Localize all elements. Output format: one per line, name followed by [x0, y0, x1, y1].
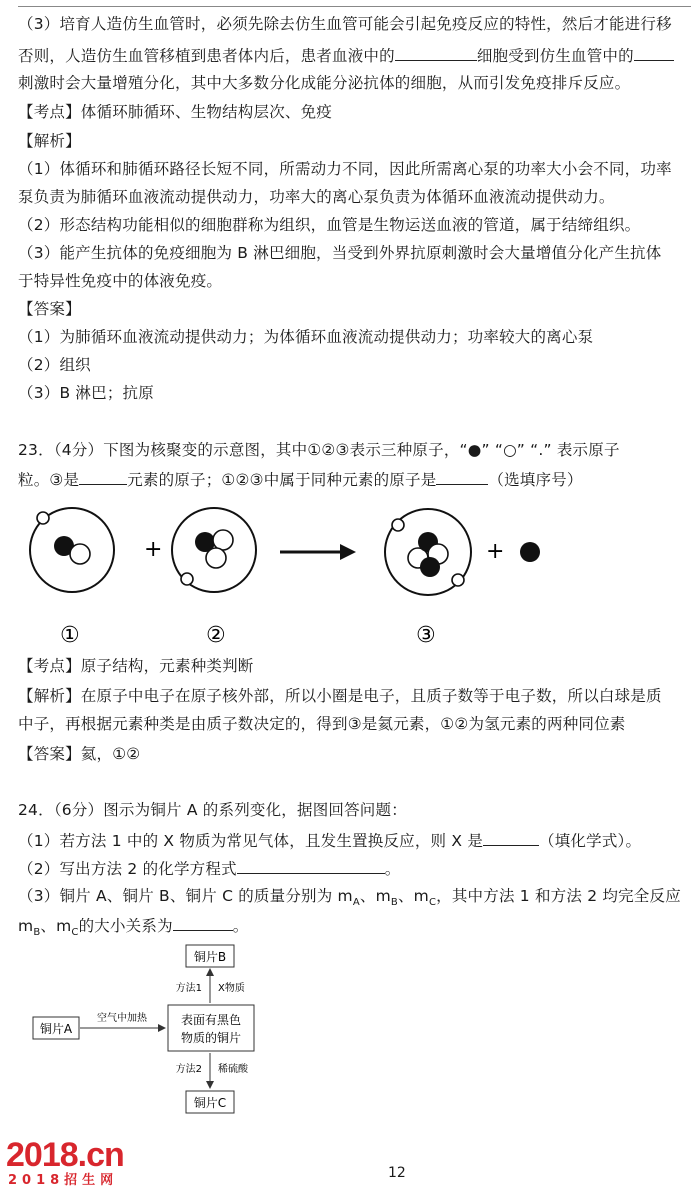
- blank-equation[interactable]: [237, 857, 385, 874]
- q22-part3-line3: 刺激时会大量增殖分化，其中大多数分化成能分泌抗体的细胞，从而引发免疫排斥反应。: [18, 74, 631, 92]
- q22-kaodian: 【考点】体循环肺循环、生物结构层次、免疫: [18, 103, 333, 121]
- q23-daan: 【答案】氦，①②: [18, 745, 141, 763]
- q24-p3-mid1: 、m: [359, 887, 391, 905]
- site-logo[interactable]: [6, 1135, 166, 1195]
- plus-sign-2: +: [486, 539, 505, 564]
- page-number: 12: [388, 1165, 406, 1181]
- q24-p3: [18, 886, 691, 913]
- label-x-substance: X物质: [218, 983, 245, 994]
- atom-1: [30, 508, 114, 592]
- neutron-icon: [206, 548, 226, 568]
- label-method2: 方法2: [175, 1064, 202, 1075]
- q22-part3-line1: （3）培育人造仿生血管时，必须先除去仿生血管可能会引起免疫反应的特性，然后才能进行移: [18, 15, 672, 33]
- q22-jiexi-label: 【解析】: [18, 132, 81, 150]
- q24-p4a: m: [18, 917, 34, 935]
- q22-daan-label: 【答案】: [18, 300, 81, 318]
- q24-p4-sub-b: B: [33, 927, 41, 939]
- q24-p1: [18, 829, 691, 851]
- q23-stem-b1: 粒。③是: [18, 471, 80, 489]
- arrowhead-down-icon: [206, 1081, 214, 1089]
- top-rule: [18, 6, 691, 7]
- q24-sub-c: C: [428, 897, 437, 909]
- electron-icon: [37, 512, 49, 524]
- q23-jiexi-b: 中子，再根据元素种类是由质子数决定的，得到③是氦元素，①②为氢元素的两种同位素: [18, 715, 626, 733]
- arrowhead-up-icon: [206, 968, 214, 976]
- q22-jiexi-3a: （3）能产生抗体的免疫细胞为 B 淋巴细胞，当受到外界抗原刺激时会大量增值分化产生抗体: [18, 244, 662, 262]
- plus-sign-1: +: [144, 537, 163, 562]
- q22-jiexi-3b: 于特异性免疫中的体液免疫。: [18, 272, 223, 290]
- q23-stem-b2: 元素的原子；①②③中属于同种元素的原子是: [127, 471, 437, 489]
- label-center-line2: 物质的铜片: [180, 1031, 242, 1045]
- label-method1: 方法1: [175, 983, 202, 994]
- q22-part3-line2a: 否则，人造仿生血管移植到患者体内后，患者血液中的: [18, 47, 395, 65]
- q22-daan-3: （3）B 淋巴；抗原: [18, 384, 154, 402]
- logo-sub-text: 2018招生网: [8, 1173, 119, 1188]
- arrowhead-right-icon: [158, 1024, 166, 1032]
- q22-jiexi-2: （2）形态结构功能相似的细胞群称为组织，血管是生物运送血液的管道，属于结缔组织。: [18, 216, 641, 234]
- q24-p2a: （2）写出方法 2 的化学方程式: [18, 860, 237, 878]
- q24-p4c: 。: [232, 917, 249, 935]
- q24-p3a: （3）铜片 A、铜片 B、铜片 C 的质量分别为 m: [18, 887, 353, 905]
- q24-sub-b: B: [390, 897, 398, 909]
- q23-stem-b3: （选填序号）: [488, 471, 583, 489]
- neutron-icon: [213, 530, 233, 550]
- q24-p1b: （填化学式）。: [539, 832, 642, 850]
- blank-same-element[interactable]: [436, 468, 488, 485]
- q23-stem-b: [18, 468, 691, 490]
- q24-p3b: ，其中方法 1 和方法 2 均完全反应: [436, 887, 681, 905]
- label-copper-a: 铜片A: [39, 1022, 73, 1036]
- q24-p4-mid: 、m: [40, 917, 72, 935]
- blank-x-formula[interactable]: [483, 829, 539, 846]
- label-center-line1: 表面有黑色: [180, 1013, 242, 1027]
- q24-p3-mid2: 、m: [397, 887, 429, 905]
- reaction-arrow: [280, 544, 356, 560]
- atom-3: [385, 509, 471, 595]
- free-neutron-icon: [520, 542, 540, 562]
- electron-icon: [181, 573, 193, 585]
- q23-jiexi-a: 【解析】在原子中电子在原子核外部，所以小圈是电子，且质子数等于电子数，所以白球是质: [18, 687, 662, 705]
- atom-2: [172, 508, 256, 592]
- label-heat-in-air: 空气中加热: [97, 1013, 147, 1024]
- blank-antigen[interactable]: [634, 44, 674, 61]
- q23-kaodian: 【考点】原子结构，元素种类判断: [18, 657, 254, 675]
- logo-main-text: 2018.cn: [6, 1136, 124, 1174]
- q23-stem-a: 23．（4分）下图为核聚变的示意图，其中①②③表示三种原子，“●” “○” “.” 表示原子: [18, 441, 620, 459]
- label-copper-b: 铜片B: [193, 950, 227, 964]
- q24-sub-a: A: [352, 897, 360, 909]
- fusion-diagram: [0, 500, 691, 650]
- q24-stem: 24．（6分）图示为铜片 A 的系列变化，据图回答问题：: [18, 801, 407, 819]
- blank-mass-relation[interactable]: [173, 914, 233, 931]
- blank-cell-type[interactable]: [395, 44, 477, 61]
- q22-daan-2: （2）组织: [18, 356, 91, 374]
- q24-p4-sub-c: C: [71, 927, 79, 939]
- copper-flow-diagram: [0, 935, 300, 1125]
- atom-label-3: ③: [416, 623, 436, 648]
- electron-icon: [392, 519, 404, 531]
- atom-label-1: ①: [60, 623, 80, 648]
- q24-p1a: （1）若方法 1 中的 X 物质为常见气体，且发生置换反应，则 X 是: [18, 832, 484, 850]
- q22-daan-1: （1）为肺循环血液流动提供动力；为体循环血液流动提供动力；功率较大的离心泵: [18, 328, 594, 346]
- label-copper-c: 铜片C: [193, 1096, 227, 1110]
- q22-jiexi-1a: （1）体循环和肺循环路径长短不同，所需动力不同，因此所需离心泵的功率大小会不同，功率: [18, 160, 672, 178]
- q24-p4b: 的大小关系为: [78, 917, 173, 935]
- neutron-icon: [70, 544, 90, 564]
- q24-p2b: 。: [384, 860, 401, 878]
- electron-icon: [452, 574, 464, 586]
- q24-p2: [18, 857, 691, 879]
- q22-part3-line2b: 细胞受到仿生血管中的: [476, 47, 634, 65]
- blank-element[interactable]: [79, 468, 127, 485]
- label-dilute-acid: 稀硫酸: [218, 1064, 248, 1075]
- proton-icon: [420, 557, 440, 577]
- q22-jiexi-1b: 泵负责为肺循环血液流动提供动力，功率大的离心泵负责为体循环血液流动提供动力。: [18, 188, 615, 206]
- atom-label-2: ②: [206, 623, 226, 648]
- q22-part3-line2: [18, 44, 691, 66]
